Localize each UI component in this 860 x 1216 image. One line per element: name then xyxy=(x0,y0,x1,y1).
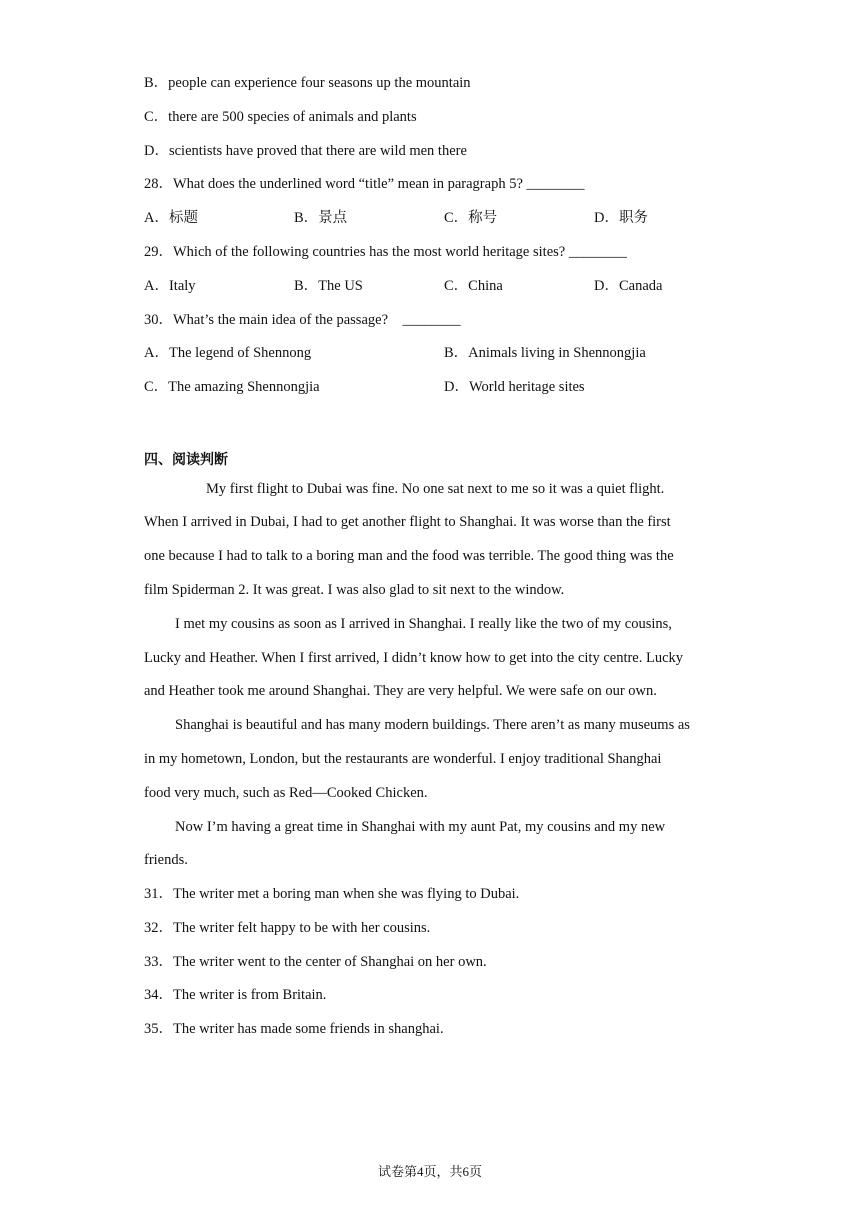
passage-line: Now I’m having a great time in Shanghai with my aunt Pat, my cousins and my new xyxy=(175,819,666,835)
passage-line: Lucky and Heather. When I first arrived, I didn’t know how to get into the city centre. Lucky xyxy=(144,650,684,666)
q30-option-d: D．World heritage sites xyxy=(444,379,585,395)
option-c-species: C．there are 500 species of animals and plants xyxy=(144,109,417,125)
passage-line: When I arrived in Dubai, I had to get another flight to Shanghai. It was worse than the first xyxy=(144,514,671,530)
q28-option-a: A．标题 xyxy=(144,210,198,226)
q28-option-d: D．职务 xyxy=(594,210,648,226)
option-d-wild-men: D．scientists have proved that there are wild men there xyxy=(144,143,467,159)
q28-option-b: B．景点 xyxy=(294,210,348,226)
passage-line: one because I had to talk to a boring man and the food was terrible. The good thing was the xyxy=(144,548,674,564)
statement-31: 31．The writer met a boring man when she was flying to Dubai. xyxy=(144,886,520,902)
statement-32: 32．The writer felt happy to be with her cousins. xyxy=(144,920,431,936)
q29-option-b: B．The US xyxy=(294,278,363,294)
q29-option-c: C．China xyxy=(444,278,503,294)
passage-line: film Spiderman 2. It was great. I was also glad to sit next to the window. xyxy=(144,582,565,598)
passage-line: friends. xyxy=(144,852,188,868)
passage-line: in my hometown, London, but the restaurants are wonderful. I enjoy traditional Shanghai xyxy=(144,751,662,767)
q28-option-c: C．称号 xyxy=(444,210,498,226)
passage-line: food very much, such as Red—Cooked Chicken. xyxy=(144,785,428,801)
section-title: 四、阅读判断 xyxy=(144,452,228,468)
question-29: 29．Which of the following countries has the most world heritage sites? ________ xyxy=(144,244,627,260)
q30-option-b: B．Animals living in Shennongjia xyxy=(444,345,646,361)
passage-line: and Heather took me around Shanghai. They are very helpful. We were safe on our own. xyxy=(144,683,657,699)
question-28: 28．What does the underlined word “title” mean in paragraph 5? ________ xyxy=(144,176,585,192)
passage-line: I met my cousins as soon as I arrived in Shanghai. I really like the two of my cousins, xyxy=(175,616,672,632)
q30-option-a: A．The legend of Shennong xyxy=(144,345,312,361)
question-30: 30．What’s the main idea of the passage? ________ xyxy=(144,312,461,328)
statement-34: 34．The writer is from Britain. xyxy=(144,987,327,1003)
q30-option-c: C．The amazing Shennongjia xyxy=(144,379,320,395)
page-footer: 试卷第4页，共6页 xyxy=(377,1164,482,1179)
passage-line: Shanghai is beautiful and has many modern buildings. There aren’t as many museums as xyxy=(175,717,690,733)
q29-option-a: A．Italy xyxy=(144,278,196,294)
q29-option-d: D．Canada xyxy=(594,278,663,294)
statement-33: 33．The writer went to the center of Shanghai on her own. xyxy=(144,954,487,970)
option-b-four-seasons: B．people can experience four seasons up the mountain xyxy=(144,75,471,91)
passage-line: My first flight to Dubai was fine. No one sat next to me so it was a quiet flight. xyxy=(206,481,665,497)
statement-35: 35．The writer has made some friends in shanghai. xyxy=(144,1021,444,1037)
